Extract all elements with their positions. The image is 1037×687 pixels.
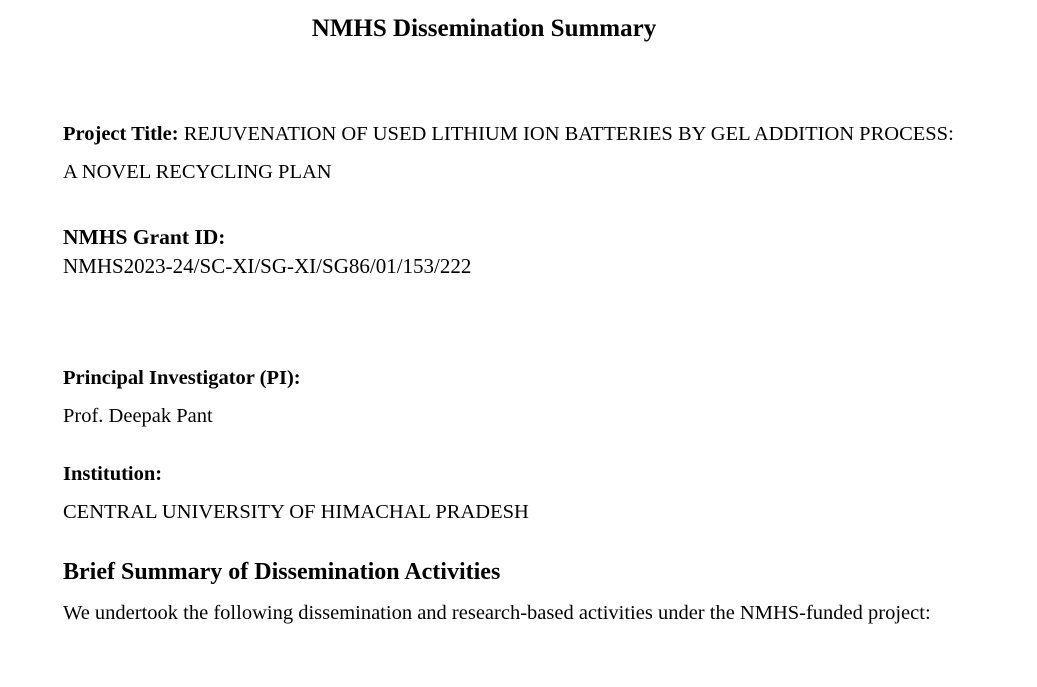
summary-heading: Brief Summary of Dissemination Activities	[63, 559, 501, 585]
project-title-label: Project Title:	[63, 123, 179, 145]
grant-id-label: NMHS Grant ID:	[63, 225, 226, 249]
institution-value: CENTRAL UNIVERSITY OF HIMACHAL PRADESH	[63, 501, 529, 523]
grant-id-value: NMHS2023-24/SC-XI/SG-XI/SG86/01/153/222	[63, 254, 472, 278]
document-title: NMHS Dissemination Summary	[311, 15, 657, 42]
pi-value: Prof. Deepak Pant	[63, 405, 213, 427]
pi-label: Principal Investigator (PI):	[63, 367, 301, 389]
project-title-field	[63, 115, 963, 191]
project-title-value: REJUVENATION OF USED LITHIUM ION BATTERIES BY GEL ADDITION PROCESS: A NOVEL RECYCLING PLAN	[63, 123, 954, 183]
institution-label: Institution:	[63, 463, 163, 485]
summary-text: We undertook the following dissemination and research-based activities under the NMHS-funded project:	[63, 602, 931, 624]
